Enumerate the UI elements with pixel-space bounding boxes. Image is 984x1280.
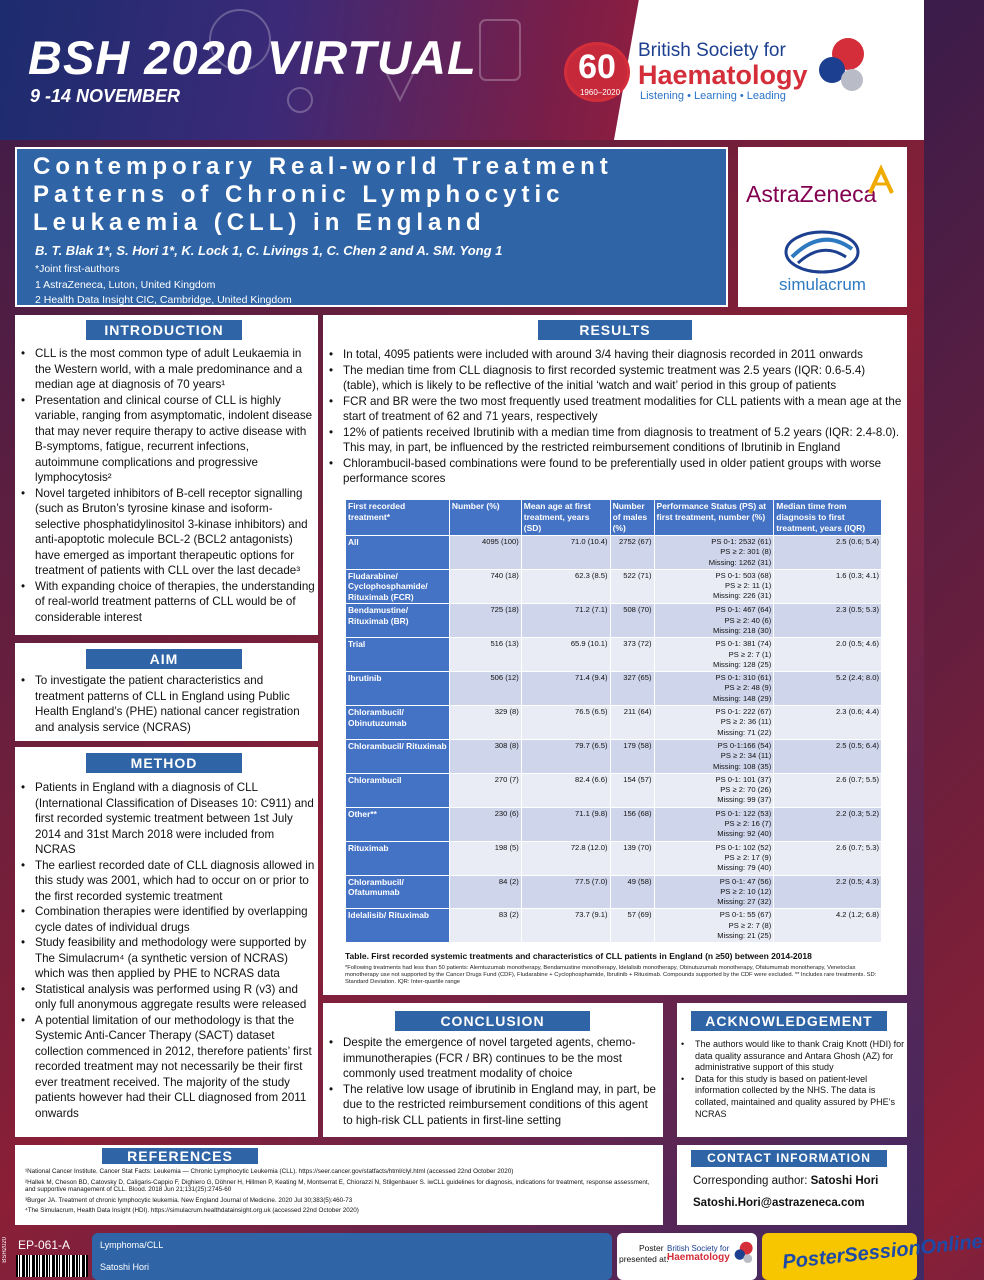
ps-line: Missing: 92 (40) — [717, 829, 772, 839]
poster-session-online-text: PosterSessionOnline — [781, 1230, 984, 1274]
method-heading: METHOD — [86, 753, 242, 773]
table-cell: Ibrutinib — [346, 672, 450, 706]
table-cell — [654, 604, 774, 638]
table-cell: 79.7 (6.5) — [521, 739, 610, 773]
table-cell: 72.8 (12.0) — [521, 841, 610, 875]
contact-author: Corresponding author: Satoshi Hori — [693, 1175, 879, 1187]
table-cell: 154 (57) — [610, 773, 654, 807]
table-cell: 156 (68) — [610, 807, 654, 841]
column-header: Performance Status (PS) at first treatment, number (%) — [654, 500, 774, 536]
society-tagline: Listening • Learning • Leading — [640, 90, 786, 102]
results-panel — [323, 315, 907, 995]
table-cell: 5.2 (2.4; 8.0) — [774, 672, 882, 706]
table-cell — [654, 706, 774, 740]
ps-line: Missing: 79 (40) — [717, 863, 772, 873]
ps-line: PS 0-1: 381 (74) — [715, 639, 772, 649]
table-cell: 2.5 (0.6; 5.4) — [774, 536, 882, 570]
society-name-line1: British Society for — [638, 40, 786, 61]
list-item: • Patients in England with a diagnosis of CLL (International Classification of Diseases 10: C911) and first recorded systemic treatment between 1st July 2014 and 31st March 2018 were included from NCRAS — [19, 780, 315, 858]
list-item: • CLL is the most common type of adult Leukaemia in the Western world, with a male predominance and a median age at diagnosis of 70 years¹ — [19, 346, 315, 393]
ps-line: Missing: 21 (25) — [717, 931, 772, 940]
anniversary-years: 1960–2020 — [579, 88, 621, 97]
ps-line: Missing: 27 (32) — [717, 897, 772, 907]
ps-line: PS ≥ 2: 70 (26) — [720, 785, 772, 795]
ps-line: PS ≥ 2: 40 (6) — [724, 615, 772, 625]
ps-line: PS 0-1: 467 (64) — [715, 605, 772, 615]
list-item: • To investigate the patient characteristics and treatment patterns of CLL in England using Public Health England’s (PHE) national cancer registration and analysis service (NCRAS) — [19, 673, 309, 735]
table-cell — [654, 773, 774, 807]
conclusion-list — [327, 1035, 659, 1128]
table-cell: 508 (70) — [610, 604, 654, 638]
table-cell: 2.2 (0.5; 4.3) — [774, 875, 882, 909]
references-list — [25, 1168, 655, 1215]
table-cell: 65.9 (10.1) — [521, 638, 610, 672]
column-header: Number of males (%) — [610, 500, 654, 536]
conclusion-heading: CONCLUSION — [395, 1011, 590, 1031]
table-cell: 71.1 (9.8) — [521, 807, 610, 841]
conference-banner — [0, 0, 924, 140]
joint-authors-note: *Joint first-authors — [35, 263, 120, 275]
footer-info-bar — [92, 1233, 612, 1280]
table-cell: 522 (71) — [610, 569, 654, 604]
list-item: • The relative low usage of ibrutinib in England may, in part, be due to the restricted reimbursement conditions of this agent to high-risk CLL patients in first-line setting — [327, 1082, 659, 1129]
poster-session-online-logo[interactable] — [762, 1230, 984, 1280]
references-panel — [15, 1145, 663, 1225]
column-header: Median time from diagnosis to first treatment, years (IQR) — [774, 500, 882, 536]
table-cell: 327 (65) — [610, 672, 654, 706]
title-line-3: Leukaemia (CLL) in England — [33, 209, 486, 236]
column-header: First recorded treatment* — [346, 500, 450, 536]
table-cell: 82.4 (6.6) — [521, 773, 610, 807]
table-row — [346, 773, 882, 807]
table-cell: Fludarabine/ Cyclophosphamide/ Rituximab (FCR) — [346, 569, 450, 604]
poster-title — [33, 153, 723, 237]
list-item: • A potential limitation of our methodology is that the Systemic Anti-Cancer Therapy (SACT) dataset collection commenced in 2012, therefore patients’ first recorded treatment may not necessarily be their first ever treatment received. The majority of the study patients however had their CLL diagnosed from 2011 onwards — [19, 1013, 315, 1122]
bsh-logo-icon — [810, 36, 870, 96]
ps-line: Missing: 1262 (31) — [708, 557, 772, 567]
list-item: • Combination therapies were identified by overlapping cycle dates of individual drugs — [19, 904, 315, 935]
table-row — [346, 638, 882, 672]
table-cell: 308 (8) — [449, 739, 521, 773]
results-table-body — [346, 536, 882, 943]
column-header: Mean age at first treatment, years (SD) — [521, 500, 610, 536]
contact-panel — [677, 1145, 907, 1225]
table-cell: Chlorambucil — [346, 773, 450, 807]
table-cell — [654, 672, 774, 706]
table-cell — [654, 569, 774, 604]
ps-line: PS 0-1: 47 (56) — [719, 876, 772, 886]
table-cell: 83 (2) — [449, 909, 521, 943]
ps-line: PS ≥ 2: 16 (7) — [724, 819, 772, 829]
table-cell: 270 (7) — [449, 773, 521, 807]
ps-line: Missing: 71 (22) — [717, 727, 772, 737]
aim-list — [19, 673, 309, 735]
list-item: • FCR and BR were the two most frequently used treatment modalities for CLL patients with a mean age at the start of treatment of 62 and 71 years, respectively — [327, 394, 903, 425]
simulacrum-mark-icon — [780, 227, 864, 277]
list-item: • Novel targeted inhibitors of B-cell receptor signalling (such as Bruton’s tyrosine kinase and isoform-selective phosphatidylinositol 3-kinase inhibitors) and anti-apoptotic molecule BCL-2 (BCL2 antagonists) have emerged as important therapeutic options for treatment of patients with CLL over the last decade³ — [19, 486, 315, 579]
poster-code: EP-061-A — [18, 1238, 71, 1252]
astrazeneca-logo: AstraZeneca — [746, 181, 877, 207]
ps-line: PS 0-1:166 (54) — [717, 740, 772, 750]
presented-at-badge — [617, 1233, 757, 1280]
list-item: • The earliest recorded date of CLL diagnosis allowed in this study was 2001, which had to occur on or prior to the first recorded systemic treatment — [19, 858, 315, 905]
table-cell: All — [346, 536, 450, 570]
table-cell: 230 (6) — [449, 807, 521, 841]
table-cell: 4095 (100) — [449, 536, 521, 570]
reference-item: ⁴The Simulacrum, Health Data Insight (HDI). https://simulacrum.healthdatainsight.org.uk (accessed 22nd October 2020) — [25, 1207, 359, 1215]
contact-heading: CONTACT INFORMATION — [691, 1150, 887, 1167]
table-cell: Chlorambucil/ Ofatumumab — [346, 875, 450, 909]
presented-label-1: Poster — [639, 1243, 664, 1253]
table-cell: Bendamustine/ Rituximab (BR) — [346, 604, 450, 638]
reference-item: ²Hallek M, Cheson BD, Catovsky D, Caligaris-Cappio F, Dighiero G, Döhner H, Hillmen P, Keating M, Montserrat E, Chiorazzi N, Stilgenbauer S. iwCLL guidelines for diagnosis, indications for treatment, response assessment, and supportive management of CLL. Blood. 2018 Jun 21;131(25):2745-60 — [25, 1178, 650, 1194]
table-row — [346, 807, 882, 841]
conference-title: BSH 2020 VIRTUAL — [28, 31, 477, 84]
ps-line: PS 0-1: 503 (68) — [715, 570, 772, 580]
table-cell: 2752 (67) — [610, 536, 654, 570]
table-cell: 1.6 (0.3; 4.1) — [774, 569, 882, 604]
ps-line: PS ≥ 2: 7 (8) — [728, 920, 772, 930]
ps-line: PS 0-1: 102 (52) — [715, 842, 772, 852]
table-cell: 2.2 (0.3; 5.2) — [774, 807, 882, 841]
footer-author: Satoshi Hori — [100, 1262, 150, 1272]
barcode-icon — [16, 1255, 88, 1277]
table-row — [346, 875, 882, 909]
ps-line: PS 0-1: 2532 (61) — [711, 537, 772, 546]
bsh-logo-icon — [731, 1241, 755, 1265]
table-cell: 516 (13) — [449, 638, 521, 672]
list-item: • The authors would like to thank Craig Knott (HDI) for data quality assurance and Antara Ghosh (AZ) for administrative support of this study — [679, 1039, 905, 1074]
table-cell: 198 (5) — [449, 841, 521, 875]
table-cell — [654, 739, 774, 773]
author-list: B. T. Blak 1*, S. Hori 1*, K. Lock 1, C. Livings 1, C. Chen 2 and A. SM. Yong 1 — [35, 243, 503, 258]
reference-item: ³Burger JA. Treatment of chronic lymphocytic leukemia. New England Journal of Medicine. 2020 Jul 30;383(5):460-73 — [25, 1196, 353, 1204]
table-cell: Other** — [346, 807, 450, 841]
ps-line: PS ≥ 2: 301 (8) — [720, 547, 772, 557]
table-cell: 2.6 (0.7; 5.3) — [774, 841, 882, 875]
poster-footer — [0, 1230, 984, 1280]
contact-email[interactable]: Satoshi.Hori@astrazeneca.com — [693, 1197, 865, 1209]
list-item: • Statistical analysis was performed using R (v3) and only full anonymous aggregate results were released — [19, 982, 315, 1013]
aim-heading: AIM — [86, 649, 242, 669]
table-cell: 57 (69) — [610, 909, 654, 943]
table-cell: 77.5 (7.0) — [521, 875, 610, 909]
ps-line: PS 0-1: 101 (37) — [715, 774, 772, 784]
ps-line: PS ≥ 2: 7 (1) — [728, 649, 772, 659]
results-table — [345, 499, 882, 943]
table-caption: Table. First recorded systemic treatments and characteristics of CLL patients in England (n ≥50) between 2014-2018 — [345, 951, 812, 961]
ps-line: PS 0-1: 222 (67) — [715, 707, 772, 717]
sponsor-logos — [738, 147, 907, 307]
table-cell: Trial — [346, 638, 450, 672]
contact-name: Satoshi Hori — [810, 1175, 879, 1187]
ps-line: PS 0-1: 310 (61) — [715, 673, 772, 683]
table-cell: 2.3 (0.5; 5.3) — [774, 604, 882, 638]
table-cell: 211 (64) — [610, 706, 654, 740]
acknowledgement-panel — [677, 1003, 907, 1137]
ps-line: Missing: 128 (25) — [713, 659, 772, 669]
method-list — [19, 780, 315, 1121]
table-cell — [654, 807, 774, 841]
table-cell: 4.2 (1.2; 6.8) — [774, 909, 882, 943]
table-cell: 139 (70) — [610, 841, 654, 875]
table-cell: 49 (58) — [610, 875, 654, 909]
table-cell — [654, 536, 774, 570]
table-cell: 71.4 (9.4) — [521, 672, 610, 706]
list-item: • Chlorambucil-based combinations were found to be preferentially used in older patient groups with worse performance scores — [327, 456, 903, 487]
acknowledgement-heading: ACKNOWLEDGEMENT — [691, 1011, 887, 1031]
ps-line: Missing: 108 (35) — [713, 761, 772, 771]
table-cell: 740 (18) — [449, 569, 521, 604]
ps-line: PS ≥ 2: 48 (9) — [724, 683, 772, 693]
list-item: • With expanding choice of therapies, the understanding of real-world treatment patterns of CLL would be of considerable interest — [19, 579, 315, 626]
table-row — [346, 841, 882, 875]
aim-panel — [15, 643, 318, 741]
table-cell: 2.5 (0.5; 6.4) — [774, 739, 882, 773]
table-cell: 725 (18) — [449, 604, 521, 638]
table-cell: Rituximab — [346, 841, 450, 875]
ps-line: PS ≥ 2: 11 (1) — [725, 581, 772, 591]
ps-line: PS ≥ 2: 10 (12) — [720, 886, 772, 896]
table-row — [346, 739, 882, 773]
table-cell: 71.2 (7.1) — [521, 604, 610, 638]
table-cell: 76.5 (6.5) — [521, 706, 610, 740]
method-panel — [15, 747, 318, 1137]
society-name-line2: Haematology — [638, 60, 808, 90]
table-cell: 2.3 (0.6; 4.4) — [774, 706, 882, 740]
table-cell: 71.0 (10.4) — [521, 536, 610, 570]
ps-line: Missing: 99 (37) — [717, 795, 772, 805]
ps-line: PS ≥ 2: 36 (11) — [720, 717, 772, 727]
reference-item: ¹National Cancer Institute. Cancer Stat Facts: Leukemia — Chronic Lymphocytic Leukemia (CLL). https://seer.cancer.gov/statfacts/html/clyl.html (accessed 22nd October 2020) — [25, 1168, 514, 1175]
table-cell: 506 (12) — [449, 672, 521, 706]
list-item: • In total, 4095 patients were included with around 3/4 having their diagnosis recorded in 2011 onwards — [327, 347, 903, 363]
table-cell: 179 (58) — [610, 739, 654, 773]
ps-line: PS ≥ 2: 17 (9) — [724, 852, 772, 862]
poster-title-box — [15, 147, 728, 307]
table-cell: 2.6 (0.7; 5.5) — [774, 773, 882, 807]
list-item: • Presentation and clinical course of CLL is highly variable, ranging from asymptomatic, indolent disease that may never require therapy to active disease with B-symptoms, fatigue, recurrent infections, autoimmune complications and progressive lymphocytosis² — [19, 393, 315, 486]
simulacrum-logo: simulacrum — [779, 275, 866, 294]
table-cell: Chlorambucil/ Obinutuzumab — [346, 706, 450, 740]
list-item: • Data for this study is based on patient-level information collected by the NHS. The data is collated, maintained and quality assured by PHE’s NCRAS — [679, 1074, 905, 1120]
table-cell — [654, 638, 774, 672]
ps-line: Missing: 226 (31) — [713, 591, 772, 601]
introduction-panel — [15, 315, 318, 635]
affiliation-1: 1 AstraZeneca, Luton, United Kingdom — [35, 279, 216, 291]
ps-line: PS 0-1: 122 (53) — [715, 808, 772, 818]
table-cell: 329 (8) — [449, 706, 521, 740]
table-cell: 73.7 (9.1) — [521, 909, 610, 943]
introduction-heading: INTRODUCTION — [86, 320, 242, 340]
table-cell: 62.3 (8.5) — [521, 569, 610, 604]
list-item: • Study feasibility and methodology were supported by The Simulacrum⁴ (a synthetic version of NCRAS) which was then applied by PHE to NCRAS data — [19, 935, 315, 982]
ps-line: Missing: 218 (30) — [713, 625, 772, 635]
introduction-list — [19, 346, 315, 625]
table-cell — [654, 841, 774, 875]
table-row — [346, 672, 882, 706]
acknowledgement-list — [679, 1039, 905, 1120]
astrazeneca-mark-icon — [866, 167, 896, 197]
title-line-2: Patterns of Chronic Lymphocytic — [33, 181, 565, 208]
results-heading: RESULTS — [538, 320, 692, 340]
ps-line: PS 0-1: 55 (67) — [719, 910, 772, 920]
table-footnote: *Following treatments had less than 50 patients: Alemtuzumab monotherapy, Bendamustine monotherapy, Idelalisib monotherapy, Obinutuzumab monotherapy, Ofatumumab monotherapy, Venetoclax monotherapy use not supported by the Cancer Drugs Fund (CDF), Fludarabine + Cyclophosphamide, Ibrutinib + Rituximab. Compounds supported by the CDF were excluded. ** Includes rare treatments. SD: Standard Deviation. IQR: Inter-quartile range — [345, 965, 877, 985]
table-cell: 84 (2) — [449, 875, 521, 909]
footer-side-label: BSH2020 — [2, 1237, 8, 1263]
table-cell — [654, 909, 774, 943]
references-heading: REFERENCES — [102, 1148, 258, 1164]
table-row — [346, 536, 882, 570]
table-row — [346, 909, 882, 943]
table-cell: 2.0 (0.5; 4.6) — [774, 638, 882, 672]
affiliation-2: 2 Health Data Insight CIC, Cambridge, United Kingdom — [35, 294, 292, 306]
presented-society-1: British Society for — [667, 1244, 730, 1253]
list-item: • The median time from CLL diagnosis to first recorded systemic treatment was 2.5 years (IQR: 0.6-5.4) (table), which is likely to be reflective of the initial ‘watch and wait’ period in this group of patients — [327, 363, 903, 394]
table-cell: 373 (72) — [610, 638, 654, 672]
anniversary-badge: 60 — [564, 42, 630, 102]
column-header: Number (%) — [449, 500, 521, 536]
title-line-1: Contemporary Real-world Treatment — [33, 153, 613, 180]
table-row — [346, 604, 882, 638]
presented-label-2: presented at: — [619, 1254, 669, 1264]
ps-line: Missing: 148 (29) — [713, 693, 772, 703]
footer-topic: Lymphoma/CLL — [100, 1240, 164, 1250]
table-cell: Chlorambucil/ Rituximab — [346, 739, 450, 773]
results-list — [327, 347, 903, 487]
table-cell — [654, 875, 774, 909]
table-row — [346, 706, 882, 740]
list-item: • 12% of patients received Ibrutinib with a median time from diagnosis to treatment of 5.2 years (IQR: 2.4-8.0). This may, in part, be influenced by the restricted reimbursement conditions of Ibrutinib in England — [327, 425, 903, 456]
ps-line: PS ≥ 2: 34 (11) — [720, 751, 772, 761]
list-item: • Despite the emergence of novel targeted agents, chemo-immunotherapies (FCR / BR) continues to be the most commonly used treatment modality of choice — [327, 1035, 659, 1082]
conference-dates: 9 -14 NOVEMBER — [30, 86, 181, 106]
table-row — [346, 569, 882, 604]
table-header-row — [346, 500, 882, 536]
table-cell: Idelalisib/ Rituximab — [346, 909, 450, 943]
presented-society-2: Haematology — [667, 1252, 730, 1263]
conclusion-panel — [323, 1003, 663, 1137]
